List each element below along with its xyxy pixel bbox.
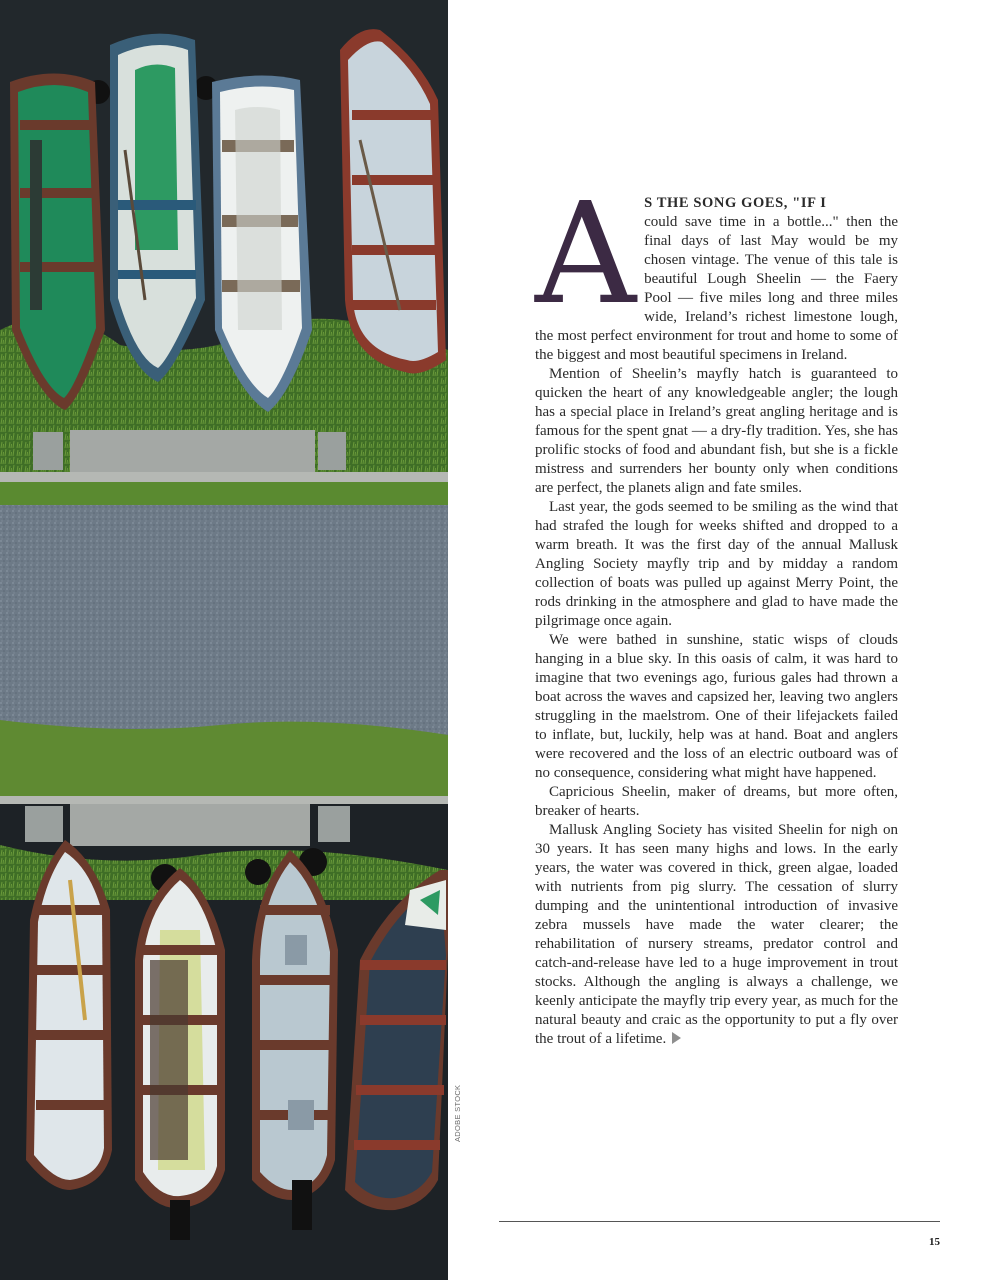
lede-caps: S THE SONG GOES, "IF I	[644, 195, 827, 211]
photo-credit: ADOBE STOCK	[453, 1084, 462, 1142]
article-paragraph: Last year, the gods seemed to be smiling as the wind that had strafed the lough for weeks shifted and dropped to a warm breath. It was the first day of the annual Mallusk Angling Society mayfly trip and by midday a random collection of boats was pulled up against Merry Point, the rods drinking in the atmosphere and glad to have made the pilgrimage once again.	[535, 499, 898, 629]
paragraph-text: could save time in a bottle..." then the final days of last May would be my chosen vintage. The venue of this tale is beautiful Lough Sheelin — the Faery Pool — five miles long and three miles wide, Ireland’s richest limestone lough, the most perfect environment for trout and home to some of the biggest and most beautiful specimens in Ireland.	[535, 214, 898, 363]
paragraph-text: Mallusk Angling Society has visited Sheelin for nigh on 30 years. It has seen many highs and lows. In the early years, the water was covered in thick, green algae, loaded with nutrients from pig slurry. The cessation of slurry dumping and the unintentional introduction of invasive zebra mussels have made the water clearer; the rehabilitation of nursery streams, predator control and catch-and-release have led to a huge improvement in trout stocks. Although the angling is always a challenge, we keenly anticipate the mayfly trip every year, as much for the natural beauty and craic as the opportunity to put a fly over the trout of a lifetime.	[535, 822, 898, 1047]
article-body	[535, 173, 898, 1049]
article-paragraph: We were bathed in sunshine, static wisps of clouds hanging in a blue sky. In this oasis of calm, it was hard to imagine that two evenings ago, furious gales had thrown a boat across the waves and capsized her, leaving two anglers struggling in the maelstrom. One of their lifejackets failed to inflate, but, luckily, help was at hand. Boat and anglers were recovered and the loss of an electric outboard was of no consequence, considering what might have happened.	[535, 632, 898, 781]
page-number: 15	[929, 1236, 940, 1248]
article-paragraph: Mention of Sheelin’s mayfly hatch is guaranteed to quicken the heart of any knowledgeable angler; the lough has a special place in Ireland’s great angling heritage and is famous for the spent gnat — a dry-fly tradition. Yes, she has prolific stocks of food and abundant fish, but she is a fickle mistress and surrenders her bounty only when conditions are perfect, the planets align and fate smiles.	[535, 366, 898, 496]
end-of-article-arrow-icon	[672, 1032, 681, 1044]
drop-cap: A	[535, 173, 637, 336]
footer-rule	[499, 1221, 940, 1222]
aerial-boats-illustration	[0, 0, 448, 1280]
boats-photo	[0, 0, 448, 1280]
article-paragraph: Capricious Sheelin, maker of dreams, but more often, breaker of hearts.	[535, 784, 898, 819]
article-paragraph	[535, 821, 898, 1049]
